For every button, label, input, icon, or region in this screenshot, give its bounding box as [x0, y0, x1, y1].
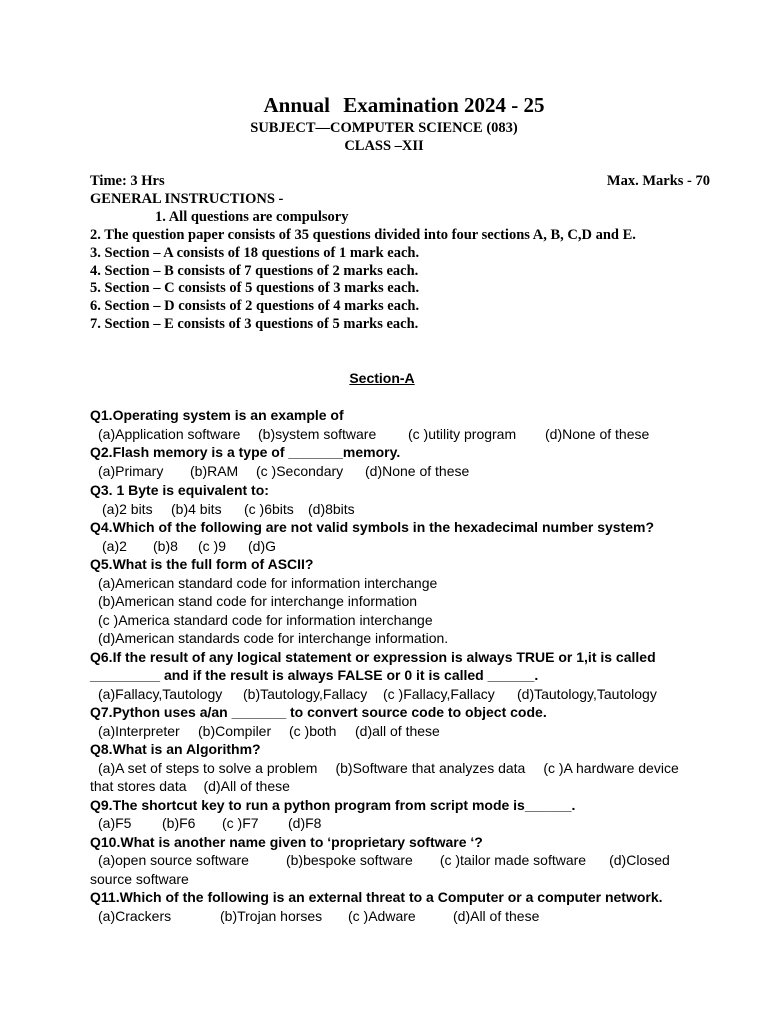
options-3 [90, 500, 690, 519]
options-2 [90, 462, 690, 481]
max-marks-label: Max. Marks - 70 [606, 173, 710, 189]
option: (d)American standards code for interchange information. [98, 630, 449, 646]
option: (c )Fallacy,Fallacy [383, 685, 495, 702]
option: (c )Adware [348, 907, 416, 924]
option: (b)bespoke software [285, 852, 413, 868]
option: (c )F7 [222, 815, 259, 831]
option: (a)Primary [98, 462, 164, 479]
option: (b)F6 [162, 815, 196, 831]
question-11: Q11.Which of the following is an external threat to a Computer or a computer network. [90, 889, 663, 905]
option: (a)American standard code for information interchange [98, 574, 438, 591]
question-6-continued: _________ and if the result is always FALSE or 0 it is called ______. [90, 667, 539, 683]
option: (c )America standard code for information interchange [98, 611, 433, 628]
section-a-heading: Section-A [349, 370, 415, 386]
option: (b)Trojan horses [220, 907, 323, 924]
option: (d)All of these [203, 778, 290, 794]
option: (b)Tautology,Fallacy [243, 685, 368, 702]
subject-line: SUBJECT—COMPUTER SCIENCE (083) [250, 120, 518, 136]
exam-title [0, 92, 768, 118]
question-1: Q1.Operating system is an example of [90, 407, 344, 423]
instruction-item: 2. The question paper consists of 35 questions divided into four sections A, B, C,D and E. [90, 227, 636, 243]
question-9: Q9.The shortcut key to run a python program from script mode is______. [90, 796, 576, 813]
option: (c )9 [198, 537, 226, 554]
option: (d)All of these [453, 907, 540, 924]
option: (d)Tautology,Tautology [517, 685, 657, 702]
option: (b)8 [153, 537, 178, 554]
question-7: Q7.Python uses a/an _______ to convert source code to object code. [90, 704, 547, 720]
options-7 [90, 722, 690, 741]
options-10 [90, 851, 690, 888]
option: (c )tailor made software [439, 852, 587, 868]
option: (a)Crackers [98, 907, 172, 924]
question-8: Q8.What is an Algorithm? [90, 741, 261, 757]
question-5: Q5.What is the full form of ASCII? [90, 556, 314, 572]
option: (d)None of these [545, 425, 650, 442]
instruction-item: 6. Section – D consists of 2 questions of 4 marks each. [90, 298, 420, 314]
option: (d)all of these [355, 722, 440, 739]
question-list [90, 406, 690, 925]
option: (a)open source software [98, 852, 249, 868]
option: (b)system software [258, 425, 377, 442]
time-label: Time: 3 Hrs [90, 173, 165, 189]
option: (a)2 bits [102, 500, 153, 517]
option: (c )utility program [408, 425, 517, 442]
option: (a)Interpreter [98, 722, 180, 739]
time-marks-line [90, 172, 710, 190]
option: (d)F8 [288, 815, 322, 831]
option: (b)RAM [190, 462, 239, 479]
option: (c )6bits [244, 500, 294, 517]
option: (b)Compiler [198, 722, 272, 739]
option: (a)A set of steps to solve a problem [98, 759, 318, 776]
question-10: Q10.What is another name given to ‘proprietary software ‘? [90, 833, 483, 850]
instruction-item: 7. Section – E consists of 3 questions of 5 marks each. [90, 316, 419, 332]
question-3: Q3. 1 Byte is equivalent to: [90, 482, 269, 498]
options-9 [90, 814, 690, 833]
option: (b)American stand code for interchange information [98, 593, 418, 609]
options-1 [90, 425, 690, 444]
option: (b)Software that analyzes data [335, 759, 526, 776]
question-6: Q6.If the result of any logical statement or expression is always TRUE or 1,it is called [90, 648, 656, 665]
instruction-item: 4. Section – B consists of 7 questions of 2 marks each. [90, 263, 419, 279]
option: (d)Closed source software [90, 852, 670, 887]
instruction-item: 3. Section – A consists of 18 questions of 1 mark each. [90, 245, 420, 261]
options-8 [90, 759, 690, 796]
option: (d)8bits [308, 500, 355, 517]
instruction-item: 5. Section – C consists of 5 questions of 3 marks each. [90, 280, 420, 296]
exam-title-part-2: Examination 2024 - 25 [343, 93, 545, 117]
option: (c )Secondary [256, 462, 344, 479]
option: (d)None of these [365, 462, 470, 479]
question-2: Q2.Flash memory is a type of _______memory. [90, 444, 401, 460]
instructions-heading: GENERAL INSTRUCTIONS - [90, 191, 284, 207]
options-11 [90, 907, 690, 926]
option: (b)4 bits [171, 500, 222, 517]
question-4: Q4.Which of the following are not valid symbols in the hexadecimal number system? [90, 519, 654, 535]
option: (a)Fallacy,Tautology [98, 685, 223, 702]
options-4 [90, 537, 690, 556]
option: (d)G [248, 537, 276, 554]
option: (a)Application software [98, 425, 241, 442]
class-line: CLASS –XII [344, 138, 424, 154]
options-6 [90, 685, 690, 704]
exam-title-part-1: Annual [263, 93, 331, 117]
instruction-item: 1. All questions are compulsory [155, 209, 349, 225]
option: (a)2 [102, 537, 127, 554]
option: (c )both [289, 722, 337, 739]
option: (c )A hardware device that stores data [90, 759, 679, 794]
option: (a)F5 [98, 815, 132, 831]
